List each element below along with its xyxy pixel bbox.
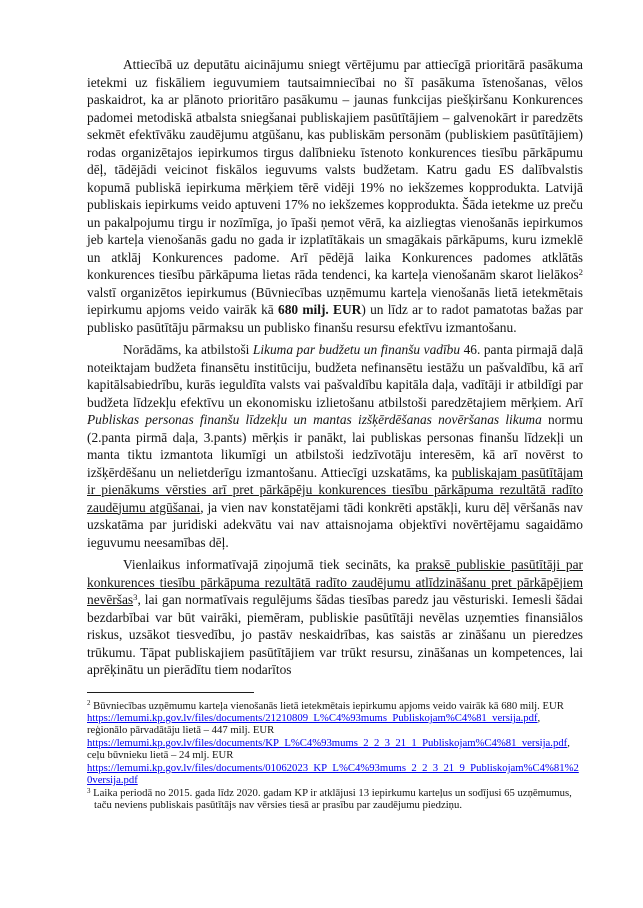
law-title-public-funds-law: Publiskas personas finanšu līdzekļu un mantas izšķērdēšanas novēršanas likuma: [87, 412, 542, 427]
paragraph-2-text-a: Norādāms, ka atbilstoši: [123, 342, 253, 357]
footnote-2-text-2: reģionālo pārvadātāju lietā – 447 milj. EUR: [87, 724, 275, 737]
footnote-2-separator-1: ,: [537, 711, 541, 724]
footnote-ref-3: 3: [133, 592, 138, 603]
paragraph-2-text-c: normu (2.panta pirmā daļa, 3.pants) mērķis ir panākt, lai publiskas personas finanšu līdzekļi un manta tiktu izmantota likumīgi un atbilstoši iedzīvotāju interesēm, kā arī novērst to izšķērdēšanu un nelietderīgu izmantošanu. Attiecīgi uzskatāms, ka: [87, 412, 583, 480]
footnote-2-line-6: [87, 762, 583, 787]
paragraph-1-text-c: ) un līdz ar to radot pamatotas bažas par publisko pasūtītāju pārmaksu un publisko finanšu resursu efektīvu izmantošanu.: [87, 302, 584, 335]
underlined-statement-duty: publiskajam pasūtītājam ir pienākums vērsties arī pret pārkāpēju konkurences tiesību pārkāpuma rezultātā radīto zaudējumu atgūšanai: [87, 464, 583, 515]
footnote-2-link-2[interactable]: https://lemumi.kp.gov.lv/files/documents/KP_L%C4%93mums_2_2_3_21_1_Publiskojam%C4%81_versija.pdf: [87, 736, 568, 749]
footnote-2-separator-2: ,: [567, 736, 570, 749]
paragraph-2-text-d: , ja vien nav konstatējami tādi konkrēti apstākļi, kuru dēļ vēršanās nav uzskatāma par juridiski adekvātu vai nav attaisnojama objektīvi novērtējamu sagaidāmo ieguvumu neesamības dēļ.: [87, 499, 583, 550]
footnote-3-text: Laika periodā no 2015. gada līdz 2020. gadam KP ir atklājusi 13 iepirkumu karteļus un sodījusi 65 uzņēmumus, taču neviens publiskais pasūtītājs nav vērsies tiesā ar prasību par zaudējumu piedziņu.: [93, 786, 572, 812]
paragraph-3: [87, 556, 583, 679]
paragraph-1-text-b: valstī organizētos iepirkumus (Būvniecības uzņēmumu karteļa vienošanās lietā ietekmētais iepirkumu apjoms veido vairāk kā: [87, 284, 583, 317]
footnote-2: [87, 700, 583, 787]
footnote-2-line-5: [87, 749, 583, 761]
footnote-2-marker: 2: [87, 699, 91, 708]
footnotes-section: [87, 700, 583, 812]
footnote-2-line-3: [87, 724, 583, 736]
footnote-separator: [87, 692, 254, 693]
law-title-budget-law: Likuma par budžetu un finanšu vadību: [252, 342, 461, 357]
footnote-3: [87, 787, 583, 812]
paragraph-1: [87, 56, 583, 336]
paragraph-1-text-a: Attiecībā uz deputātu aicinājumu sniegt vērtējumu par attiecīgā prioritārā pasākuma ietekmi uz fiskāliem ieguvumiem tautsaimniecībai no šī pasākuma īstenošanas, vēlos paskaidrot, ka ar plānoto prioritāro pasākumu – jaunas funkcijas piešķiršanu Konkurences padomei metodiskā atbalsta sniegšanai publiskajiem pasūtītājiem – galvenokārt ir paredzēts sekmēt efektīvāku zaudējumu atgūšanu, kas publiskām personām (publiskiem pasūtītājiem) rodas organizētajos iepirkumos tirgus dalībnieku īstenoto konkurences tiesību pārkāpumu dēļ, tādējādi veicinot fiskālos ieguvums valsts budžetam. Katru gadu ES dalībvalstis kopumā publiskā iepirkuma mērķiem tērē vidēji 19% no iekšzemes kopprodukta. Latvijā publiskais iepirkums veido aptuveni 17% no iekšzemes kopprodukta. Šāda ietekme uz preču un pakalpojumu tirgu ir nozīmīga, jo īpaši ņemot vērā, ka aizliegtas vienošanās iepirkumos jeb karteļa vienošanās gadu no gada ir izplatītākais un smagākais pārkāpums, kuru izmeklē un atklāj Konkurences padome. Arī pēdējā laika Konkurences padomes atklātās konkurences tiesību pārkāpuma lietas rāda tendenci, ka karteļa vienošanām skarot lielākos: [87, 57, 583, 282]
footnote-3-marker: 3: [87, 786, 91, 795]
footnote-2-line-2: [87, 712, 583, 724]
footnote-2-text-3: ceļu būvnieku lietā – 24 mlj. EUR: [87, 749, 234, 762]
footnote-2-line-4: [87, 737, 583, 749]
bold-amount-680-milj-eur: 680 milj. EUR: [278, 302, 362, 317]
document-body: [87, 56, 583, 679]
footnote-2-line-1: [87, 700, 583, 712]
paragraph-2-text-b: 46. panta pirmajā daļā noteiktajam budžeta finansētu institūciju, budžeta nefinansētu iestāžu un pašvaldību, kā arī kapitālsabiedrību, kurās ieguldīta valsts vai pašvaldību kapitāla daļa, vadītāji ir atbildīgi par budžeta līdzekļu efektīvu un ekonomisku izlietošanu atbilstoši paredzētajiem mērķiem. Arī: [87, 342, 584, 410]
footnote-2-link-3[interactable]: https://lemumi.kp.gov.lv/files/documents/01062023_KP_L%C4%93mums_2_2_3_21_9_Publiskojam%C4%81%20versija.pdf: [87, 761, 579, 787]
paragraph-2: [87, 341, 583, 551]
footnote-ref-2: 2: [578, 267, 583, 278]
footnote-2-text-1: Būvniecības uzņēmumu karteļa vienošanās lietā ietekmētais iepirkumu apjoms veido vairāk kā 680 milj. EUR: [93, 699, 564, 712]
paragraph-3-text-b: , lai gan normatīvais regulējums šādas tiesības paredz jau vēsturiski. Iemesli šādai bezdarbībai var būt vairāki, piemēram, publiskie pasūtītāji nevēlas uzņemties finansiālos riskus, uzsākot tiesvedību, jo pastāv neskaidrības, kas saistās ar zināšanu un pieredzes trūkumu. Tāpat publiskajiem pasūtītājiem var trūkt resursu, zināšanas un kompetences, lai aprēķinātu un pierādītu tiem nodarītos: [87, 592, 583, 677]
underlined-statement-practice: praksē publiskie pasūtītāji par konkurences tiesību pārkāpuma rezultātā radīto zaudējumu atlīdzināšanu pret pārkāpējiem nevēršas: [87, 557, 583, 607]
paragraph-3-text-a: Vienlaikus informatīvajā ziņojumā tiek secināts, ka: [123, 557, 416, 572]
footnote-2-link-1[interactable]: https://lemumi.kp.gov.lv/files/documents/21210809_L%C4%93mums_Publiskojam%C4%81_versija.pdf: [87, 711, 538, 724]
